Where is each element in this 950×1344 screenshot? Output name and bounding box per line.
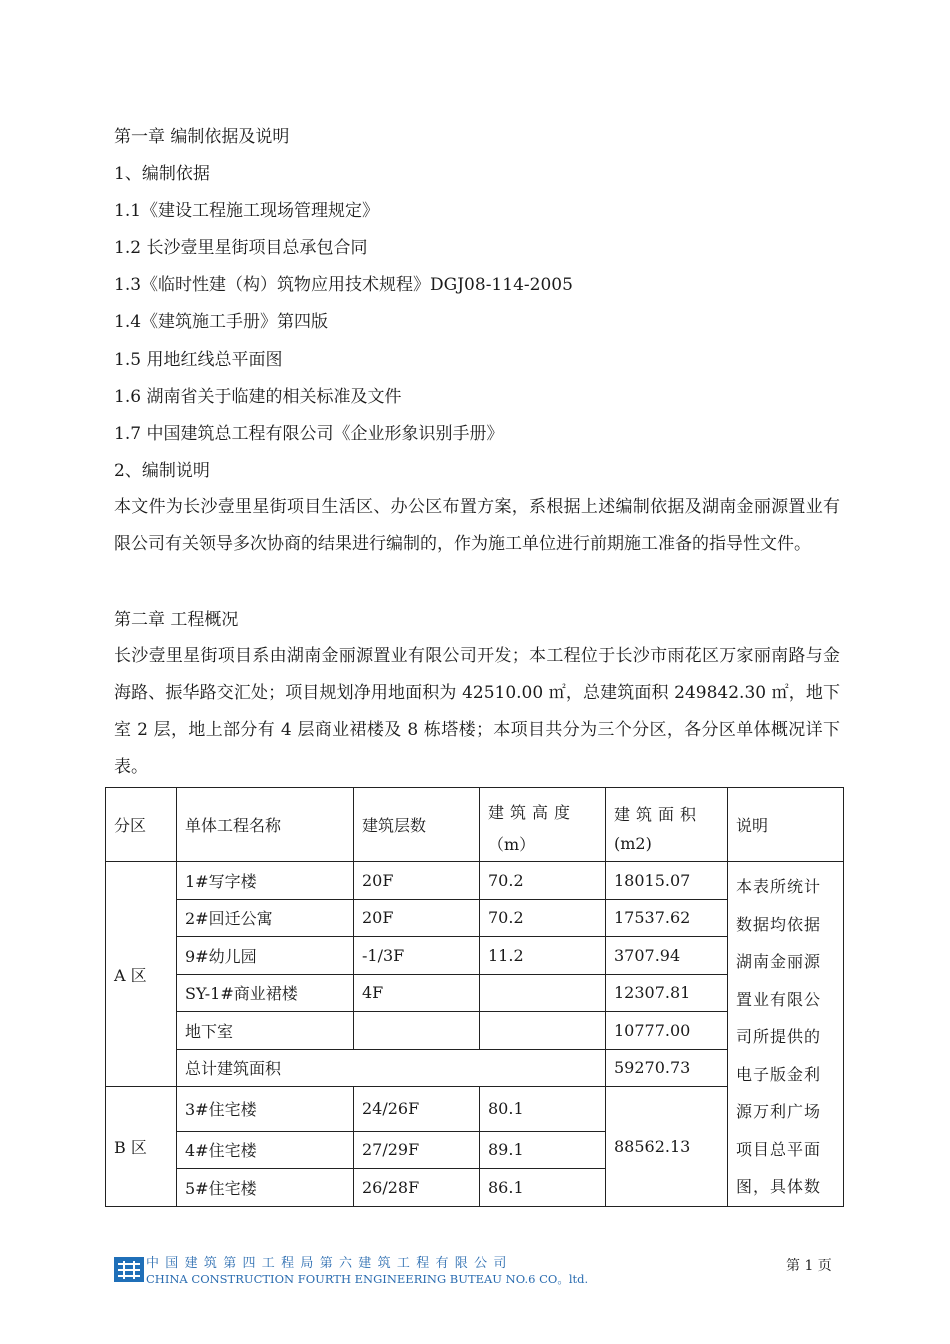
chapter2-title: 第二章 工程概况 <box>114 610 239 630</box>
total-label: 总计建筑面积 <box>177 1049 606 1087</box>
cell-floors: -1/3F <box>354 937 480 975</box>
basis-item: 1.5 用地红线总平面图 <box>114 350 283 370</box>
cell-name: 3#住宅楼 <box>177 1087 354 1132</box>
total-area: 59270.73 <box>606 1049 728 1087</box>
zone-a-label: A 区 <box>106 862 177 1087</box>
header-zone: 分区 <box>106 788 177 862</box>
cell-height <box>480 974 606 1012</box>
cell-name: SY-1#商业裙楼 <box>177 974 354 1012</box>
cell-height: 70.2 <box>480 862 606 900</box>
basis-item: 1.3《临时性建（构）筑物应用技术规程》DGJ08-114-2005 <box>114 275 573 295</box>
notes-paragraph: 本文件为长沙壹里星街项目生活区、办公区布置方案，系根据上述编制依据及湖南金丽源置业有限公司有关领导多次协商的结果进行编制的，作为施工单位进行前期施工准备的指导性文件。 <box>114 497 840 554</box>
building-overview-table <box>105 787 844 1207</box>
cell-name: 2#回迁公寓 <box>177 899 354 937</box>
cell-floors: 24/26F <box>354 1087 480 1132</box>
zone-b-area: 88562.13 <box>606 1087 728 1207</box>
cell-name: 4#住宅楼 <box>177 1131 354 1169</box>
cell-height: 89.1 <box>480 1131 606 1169</box>
company-logo-icon <box>114 1257 144 1282</box>
cell-height: 86.1 <box>480 1169 606 1207</box>
cell-name: 1#写字楼 <box>177 862 354 900</box>
cell-area: 10777.00 <box>606 1012 728 1050</box>
header-height <box>480 788 606 862</box>
page-footer <box>114 1252 844 1286</box>
table-note: 本表所统计数据均依据湖南金丽源置业有限公司所提供的电子版金利源万利广场项目总平面图，具体数 <box>728 862 844 1207</box>
cell-area: 18015.07 <box>606 862 728 900</box>
company-name-cn: 中国建筑第四工程局第六建筑工程有限公司 <box>146 1256 513 1271</box>
cell-height: 80.1 <box>480 1087 606 1132</box>
cell-height: 70.2 <box>480 899 606 937</box>
header-height-unit: （m） <box>488 835 536 854</box>
cell-height: 11.2 <box>480 937 606 975</box>
basis-item: 1.6 湖南省关于临建的相关标准及文件 <box>114 387 402 407</box>
cell-floors: 27/29F <box>354 1131 480 1169</box>
header-area-unit: (m2) <box>614 834 652 853</box>
cell-floors <box>354 1012 480 1050</box>
basis-item: 1.4《建筑施工手册》第四版 <box>114 312 329 332</box>
cell-height <box>480 1012 606 1050</box>
cell-floors: 20F <box>354 862 480 900</box>
basis-item: 1.1《建设工程施工现场管理规定》 <box>114 201 380 221</box>
cell-name: 地下室 <box>177 1012 354 1050</box>
cell-area: 17537.62 <box>606 899 728 937</box>
header-note: 说明 <box>728 788 844 862</box>
zone-b-label: B 区 <box>106 1087 177 1207</box>
header-area-label: 建筑面积 <box>614 805 703 824</box>
cell-floors: 26/28F <box>354 1169 480 1207</box>
cell-floors: 4F <box>354 974 480 1012</box>
basis-heading: 1、编制依据 <box>114 164 210 184</box>
cell-floors: 20F <box>354 899 480 937</box>
cell-area: 3707.94 <box>606 937 728 975</box>
basis-item: 1.2 长沙壹里星街项目总承包合同 <box>114 238 368 258</box>
basis-item: 1.7 中国建筑总工程有限公司《企业形象识别手册》 <box>114 424 504 444</box>
header-floors: 建筑层数 <box>354 788 480 862</box>
cell-area: 12307.81 <box>606 974 728 1012</box>
header-name: 单体工程名称 <box>177 788 354 862</box>
cell-name: 9#幼儿园 <box>177 937 354 975</box>
table-row <box>106 862 844 900</box>
overview-paragraph: 长沙壹里星街项目系由湖南金丽源置业有限公司开发；本工程位于长沙市雨花区万家丽南路与金海路、振华路交汇处；项目规划净用地面积为 42510.00 ㎡，总建筑面积 249842.30 ㎡，地下室 2 层，地上部分有 4 层商业裙楼及 8 栋塔楼；本项目共分为三个分区，各分区单体概况详下表。 <box>114 646 840 777</box>
table-header-row <box>106 788 844 862</box>
header-area <box>606 788 728 862</box>
header-height-label: 建筑高度 <box>488 803 577 822</box>
notes-heading: 2、编制说明 <box>114 461 210 481</box>
company-name-en: CHINA CONSTRUCTION FOURTH ENGINEERING BUTEAU NO.6 CO。ltd. <box>146 1272 589 1286</box>
chapter1-title: 第一章 编制依据及说明 <box>114 127 290 147</box>
page-number: 第 1 页 <box>786 1258 832 1274</box>
cell-name: 5#住宅楼 <box>177 1169 354 1207</box>
